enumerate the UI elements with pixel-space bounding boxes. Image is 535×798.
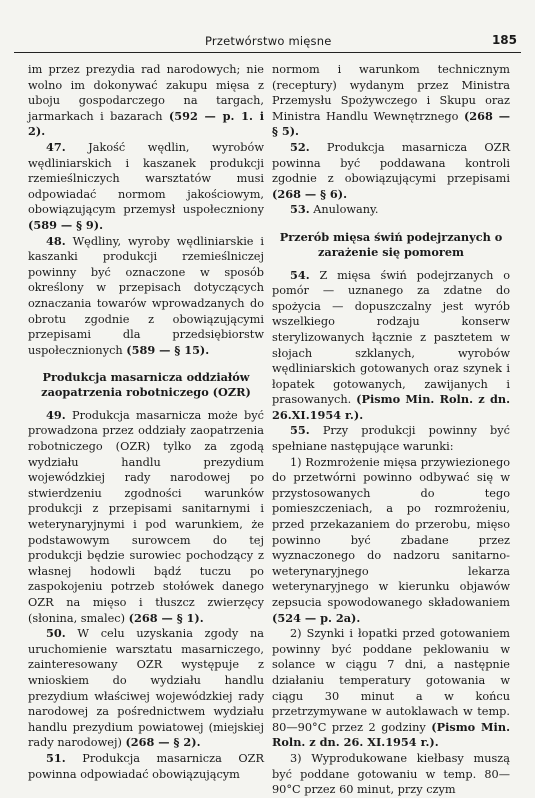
paragraph-54: 54. Z mięsa świń podejrzanych o pomór — uznanego za zdatne do spożycia — dopuszczalny jest wyrób wszelkiego rodzaju konserw sterylizowanych łącznie z pasztetem w słojach szklanych, wyrobów wędliniarskich gotowanych oraz szynek i łopatek gotowanych, zawijanych i prasowanych. (Pismo Min. Roln. z dn. 26.XI.1954 r.). bbox=[272, 267, 511, 422]
section-heading-ozr: Produkcja masarnicza oddziałów zaopatrzenia robotniczego (OZR) bbox=[41, 370, 251, 400]
running-title: Przetwórstwo mięsne bbox=[205, 34, 332, 48]
right-column bbox=[272, 62, 510, 798]
paragraph-51: 51. Produkcja masarnicza OZR powinna odpowiadać obowiązującym bbox=[28, 750, 264, 781]
paragraph-continuation: normom i warunkom technicznym (receptury) wydanym przez Ministra Przemysłu Spożywczego i Skupu oraz Ministra Handlu Wewnętrznego (268 — § 5). bbox=[272, 63, 511, 139]
paragraph-continuation: im przez prezydia rad narodowych; nie wolno im dokonywać zakupu mięsa z uboju gospodarczego na targach, jarmarkach i bazarach (592 — p. 1. i 2). bbox=[28, 63, 265, 139]
paragraph-47: 47. Jakość wędlin, wyrobów wędliniarskich i kaszanek produkcji rzemieślniczych warsztatów musi odpowiadać normom jakościowym, obowiązującym przemysł uspołeczniony (589 — § 9). bbox=[28, 139, 264, 232]
paragraph-55: 55. Przy produkcji powinny być spełniane następujące warunki: bbox=[272, 423, 511, 454]
page-header bbox=[0, 0, 535, 56]
paragraph-55-item-2: 2) Szynki i łopatki przed gotowaniem powinny być poddane peklowaniu w solance w ciągu 7 dni, a następnie działaniu temperatury gotowania w ciągu 30 minut a w końcu przetrzymywane w autoklawach w temp. 80—90°C przez 2 godziny (Pismo Min. Roln. z dn. 26. XI.1954 r.). bbox=[272, 627, 510, 750]
paragraph-53: 53. Anulowany. bbox=[290, 202, 379, 217]
header-rule bbox=[14, 52, 521, 53]
page-number: 185 bbox=[491, 33, 517, 47]
left-column bbox=[28, 62, 264, 782]
paragraph-49: 49. Produkcja masarnicza może być prowadzona przez oddziały zaopatrzenia robotniczego (OZR) tylko za zgodą wydziału handlu prezydium wojewódzkiej rady narodowej po stwierdzeniu zgodności warunków produkcji z przepisami sanitarnymi i weterynaryjnymi i pod warunkiem, że podstawowym surowcem do tej produkcji będzie surowiec pochodzący z własnej hodowli bądź tuczu po zaspokojeniu potrzeb stołówek danego OZR na mięso i tłuszcz zwierzęcy (słonina, smalec) (268 — § 1). bbox=[28, 407, 264, 625]
paragraph-55-item-3: 3) Wyprodukowane kiełbasy muszą być poddane gotowaniu w temp. 80—90°C przez 60 minut, przy czym bbox=[272, 751, 510, 797]
paragraph-50: 50. W celu uzyskania zgody na uruchomienie warsztatu masarniczego, zainteresowany OZR występuje z wnioskiem do wydziału handlu prezydium właściwej wojewódzkiej rady narodowej za pośrednictwem wydziału handlu prezydium powiatowej (miejskiej rady narodowej) (268 — § 2). bbox=[28, 626, 264, 750]
section-heading-pomor: Przerób mięsa świń podejrzanych o zarażenie się pomorem bbox=[279, 229, 503, 259]
paragraph-48: 48. Wędliny, wyroby wędliniarskie i kaszanki produkcji rzemieślniczej powinny być oznaczone w sposób określony w przepisach dotyczących oznaczania towarów wprowadzanych do obrotu zgodnie z obowiązującymi przepisami dla przedsiębiorstw uspołecznionych (589 — § 15). bbox=[28, 233, 264, 357]
paragraph-55-item-1: 1) Rozmrożenie mięsa przywiezionego do przetwórni powinno odbywać się w przystosowanych do tego pomieszczeniach, a po rozmrożeniu, przed przekazaniem do przerobu, mięso powinno być zbadane przez wyznaczonego do nadzoru sanitarno-weterynaryjnego lekarza weterynaryjnego w kierunku objawów zepsucia spowodowanego składowaniem (524 — p. 2a). bbox=[272, 455, 510, 625]
paragraph-52: 52. Produkcja masarnicza OZR powinna być poddawana kontroli zgodnie z obowiązującymi przepisami (268 — § 6). bbox=[272, 139, 510, 201]
